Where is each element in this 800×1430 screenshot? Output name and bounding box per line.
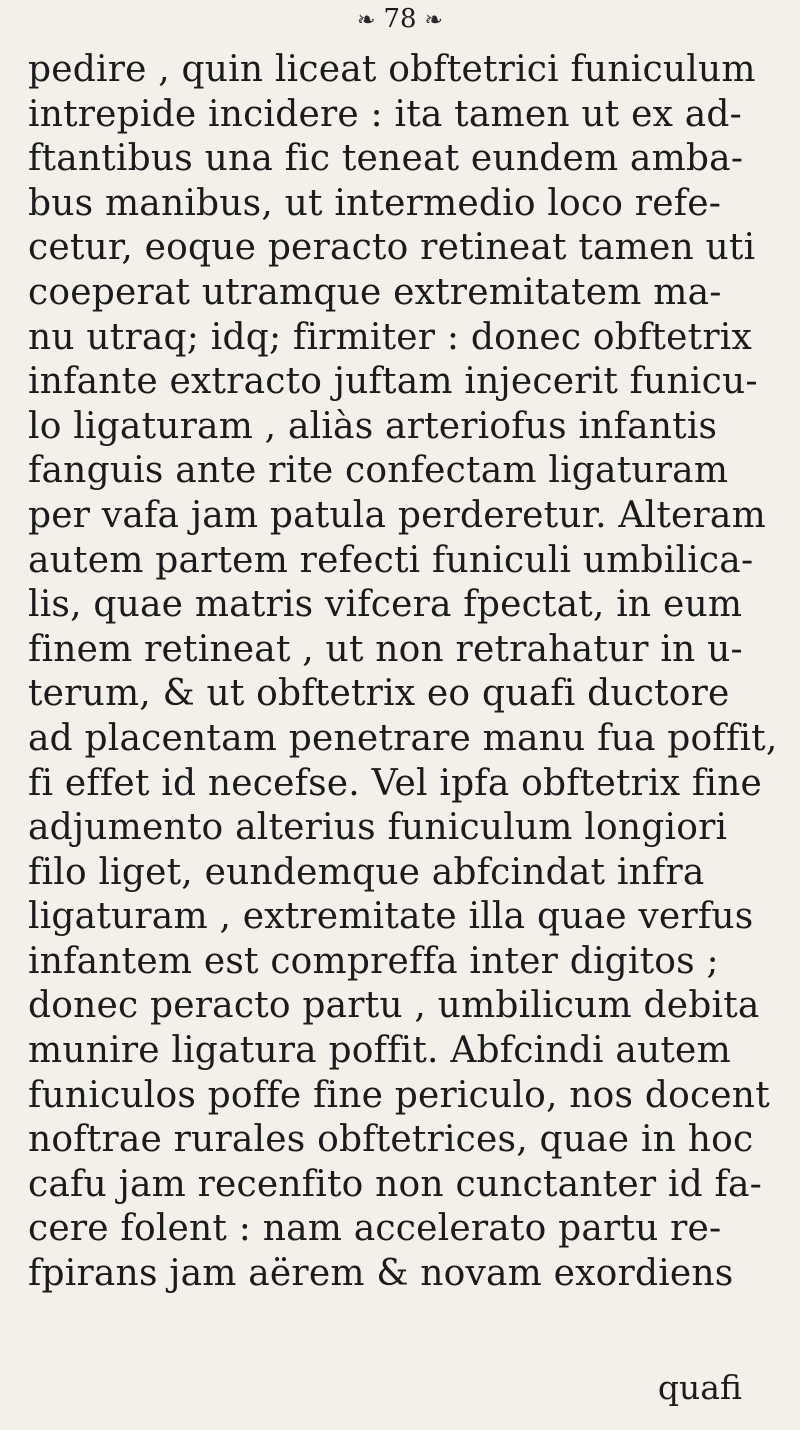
text-line: adjumento alterius funiculum longiori bbox=[28, 807, 728, 849]
text-line: cetur, eoque peracto retineat tamen uti bbox=[28, 227, 756, 269]
catchword: quafi bbox=[657, 1368, 742, 1407]
text-line: finem retineat , ut non retrahatur in u- bbox=[28, 628, 743, 670]
text-line: ligaturam , extremitate illa quae verfus bbox=[28, 896, 754, 938]
page-header bbox=[0, 4, 800, 36]
text-line: ad placentam penetrare manu fua poffit, bbox=[28, 717, 778, 759]
text-line: pedire , quin liceat obftetrici funiculum bbox=[28, 49, 756, 90]
text-line: autem partem refecti funiculi umbilica- bbox=[28, 539, 754, 581]
text-line: infante extracto juftam injecerit funicu- bbox=[28, 361, 758, 403]
text-line: intrepide incidere : ita tamen ut ex ad- bbox=[28, 93, 742, 135]
text-line: lis, quae matris vifcera fpectat, in eum bbox=[28, 584, 743, 626]
text-line: filo liget, eundemque abfcindat infra bbox=[28, 851, 705, 893]
text-line: nu utraq; idq; firmiter : donec obftetrix bbox=[28, 316, 752, 358]
text-line: terum, & ut obftetrix eo quafi ductore bbox=[28, 673, 730, 715]
text-line: lo ligaturam , aliàs arteriofus infantis bbox=[28, 405, 718, 447]
text-line: fi effet id necefse. Vel ipfa obftetrix fine bbox=[28, 762, 763, 804]
text-line: fpirans jam aërem & novam exordiens bbox=[28, 1253, 734, 1295]
text-line: per vafa jam patula perderetur. Alteram bbox=[28, 494, 766, 536]
text-line: cere folent : nam accelerato partu re- bbox=[28, 1208, 722, 1250]
text-line: ftantibus una fic teneat eundem amba- bbox=[28, 138, 744, 180]
left-ornament-icon: ❧ bbox=[357, 8, 376, 33]
text-line: fanguis ante rite confectam ligaturam bbox=[28, 450, 729, 492]
body-text bbox=[28, 48, 780, 1297]
text-line: funiculos poffe fine periculo, nos docent bbox=[28, 1074, 770, 1116]
text-line: noftrae rurales obftetrices, quae in hoc bbox=[28, 1119, 754, 1161]
page-number: 78 bbox=[383, 4, 417, 34]
text-line: donec peracto partu , umbilicum debita bbox=[28, 985, 760, 1027]
text-line: cafu jam recenfito non cunctanter id fa- bbox=[28, 1163, 763, 1205]
text-line: bus manibus, ut intermedio loco refe- bbox=[28, 182, 722, 224]
text-line: coeperat utramque extremitatem ma- bbox=[28, 271, 722, 313]
text-line: munire ligatura poffit. Abfcindi autem bbox=[28, 1030, 731, 1072]
right-ornament-icon: ❧ bbox=[424, 8, 443, 33]
text-line: infantem est compreffa inter digitos ; bbox=[28, 940, 719, 982]
